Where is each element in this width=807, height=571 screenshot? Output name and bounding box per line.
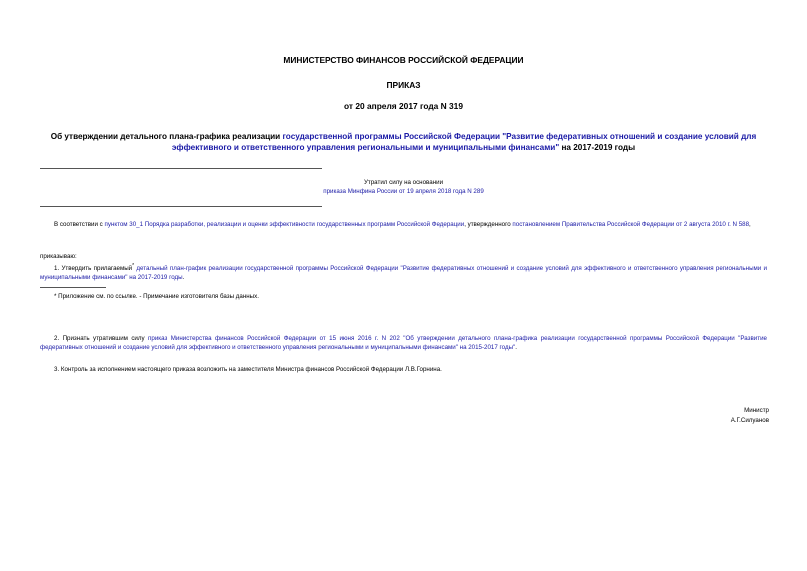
signature-position: Министр <box>744 407 769 414</box>
item-2-paragraph <box>40 334 767 352</box>
item-1-paragraph <box>40 262 767 282</box>
divider-top <box>40 168 322 169</box>
ministry-heading: МИНИСТЕРСТВО ФИНАНСОВ РОССИЙСКОЙ ФЕДЕРАЦИИ <box>283 55 524 65</box>
status-note <box>0 178 807 196</box>
item-3-paragraph: 3. Контроль за исполнением настоящего приказа возложить на заместителя Министра финансов Российской Федерации Л.В.Горнина. <box>54 366 442 373</box>
title-text-end: на 2017-2019 годы <box>559 143 636 152</box>
divider-bottom <box>40 206 322 207</box>
signature-block <box>731 406 769 426</box>
title-text-start: Об утверждении детального плана-графика реализации <box>50 132 283 141</box>
item-2-end: . <box>515 344 517 351</box>
date-number-heading: от 20 апреля 2017 года N 319 <box>344 101 463 111</box>
procedure-link[interactable]: пунктом 30_1 Порядка разработки, реализации и оценки эффективности государственных программ Российской Федерации <box>104 221 465 228</box>
document-title <box>40 131 767 153</box>
intro-text-2: , утвержденного <box>464 221 513 228</box>
item-1-end: . <box>182 274 185 282</box>
prikazyvayu-text: приказываю: <box>40 253 77 260</box>
status-line: Утратил силу на основании <box>363 179 444 186</box>
footnote-divider <box>40 287 106 288</box>
signature-name: А.Г.Силуанов <box>730 417 769 424</box>
item-1-text: 1. Утвердить прилагаемый <box>54 265 133 273</box>
status-repeal-link[interactable]: приказа Минфина России от 19 апреля 2018 года N 289 <box>323 188 484 195</box>
intro-text-3: , <box>749 221 751 228</box>
government-decree-link[interactable]: постановлением Правительства Российской Федерации от 2 августа 2010 г. N 588 <box>512 221 750 228</box>
intro-text-1: В соответствии с <box>54 221 105 228</box>
repealed-order-link[interactable]: приказ Министерства финансов Российской Федерации от 15 июня 2016 г. N 202 "Об утверждении детального плана-графика реализации государственной программы Российской Федерации "Развитие федеративных отношений и создание условий для эффективного и ответственного управления региональными и муниципальными финансами" на 2015-2017 годы" <box>40 335 767 351</box>
footnote-text: * Приложение см. по ссылке. - Примечание изготовителя базы данных. <box>54 293 259 300</box>
doc-type-heading: ПРИКАЗ <box>386 80 421 90</box>
intro-paragraph <box>40 220 767 229</box>
footnote-marker: * <box>132 263 135 269</box>
item-2-text: 2. Признать утратившим силу <box>54 335 149 342</box>
plan-schedule-link[interactable]: детальный план-график реализации государственной программы Российской Федерации "Развитие федеративных отношений и создание условий для эффективного и ответственного управления региональными и муниципальными финансами" на 2017-2019 годы <box>40 265 768 282</box>
title-program-link[interactable]: государственной программы Российской Федерации "Развитие федеративных отношений и создание условий для эффективного и ответственного управления региональными и муниципальными финансами" <box>171 132 757 152</box>
